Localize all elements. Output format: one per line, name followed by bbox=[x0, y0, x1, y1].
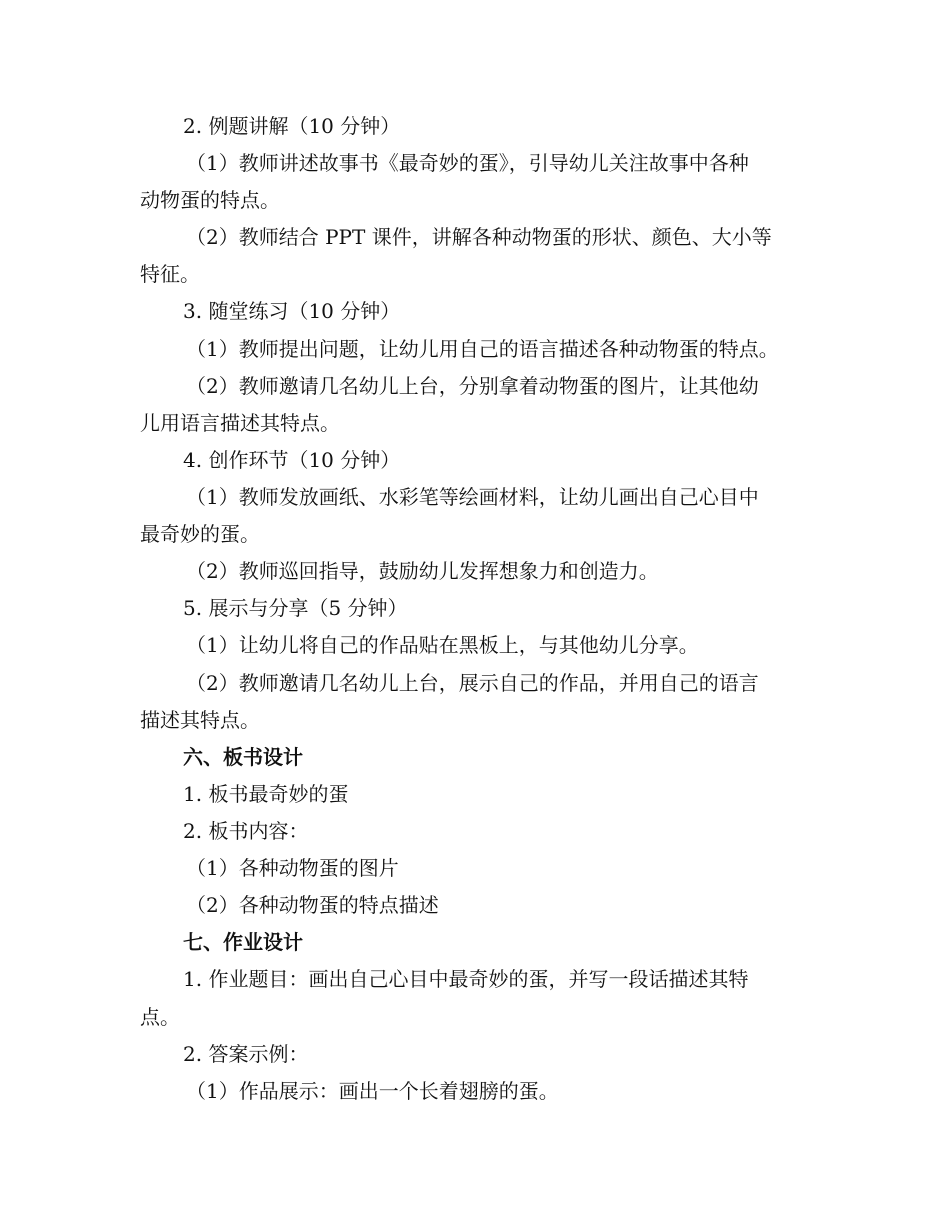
list-item: （1）各种动物蛋的图片 bbox=[186, 856, 399, 880]
paragraph-line: 描述其特点。 bbox=[140, 708, 260, 732]
list-item: 1. 板书最奇妙的蛋 bbox=[183, 782, 349, 806]
paragraph-line: （2）教师结合 PPT 课件，讲解各种动物蛋的形状、颜色、大小等 bbox=[186, 225, 772, 249]
paragraph-line: （2）教师邀请几名幼儿上台，分别拿着动物蛋的图片，让其他幼 bbox=[186, 374, 759, 398]
paragraph-line: 点。 bbox=[140, 1005, 180, 1029]
paragraph-line: （1）教师提出问题，让幼儿用自己的语言描述各种动物蛋的特点。 bbox=[186, 337, 779, 361]
paragraph-line: （1）教师发放画纸、水彩笔等绘画材料，让幼儿画出自己心目中 bbox=[186, 485, 759, 509]
paragraph-line: 1. 作业题目：画出自己心目中最奇妙的蛋，并写一段话描述其特 bbox=[183, 967, 749, 991]
section-heading-example-explanation: 2. 例题讲解（10 分钟） bbox=[183, 114, 401, 138]
paragraph-line: （1）让幼儿将自己的作品贴在黑板上，与其他幼儿分享。 bbox=[186, 633, 699, 657]
heading-homework-design: 七、作业设计 bbox=[183, 930, 303, 954]
section-heading-creation: 4. 创作环节（10 分钟） bbox=[183, 448, 401, 472]
paragraph-line: （2）教师邀请几名幼儿上台，展示自己的作品，并用自己的语言 bbox=[186, 671, 759, 695]
list-item: 2. 板书内容： bbox=[183, 819, 309, 843]
list-item: （1）作品展示：画出一个长着翅膀的蛋。 bbox=[186, 1079, 559, 1103]
section-heading-share: 5. 展示与分享（5 分钟） bbox=[183, 596, 408, 620]
paragraph-line: （2）教师巡回指导，鼓励幼儿发挥想象力和创造力。 bbox=[186, 559, 659, 583]
list-item: （2）各种动物蛋的特点描述 bbox=[186, 893, 439, 917]
paragraph-line: （1）教师讲述故事书《最奇妙的蛋》，引导幼儿关注故事中各种 bbox=[186, 151, 749, 175]
paragraph-line: 最奇妙的蛋。 bbox=[140, 522, 260, 546]
list-item: 2. 答案示例： bbox=[183, 1042, 309, 1066]
paragraph-line: 特征。 bbox=[140, 262, 200, 286]
paragraph-line: 儿用语言描述其特点。 bbox=[140, 411, 340, 435]
section-heading-practice: 3. 随堂练习（10 分钟） bbox=[183, 299, 401, 323]
paragraph-line: 动物蛋的特点。 bbox=[140, 188, 280, 212]
heading-blackboard-design: 六、板书设计 bbox=[183, 745, 303, 769]
